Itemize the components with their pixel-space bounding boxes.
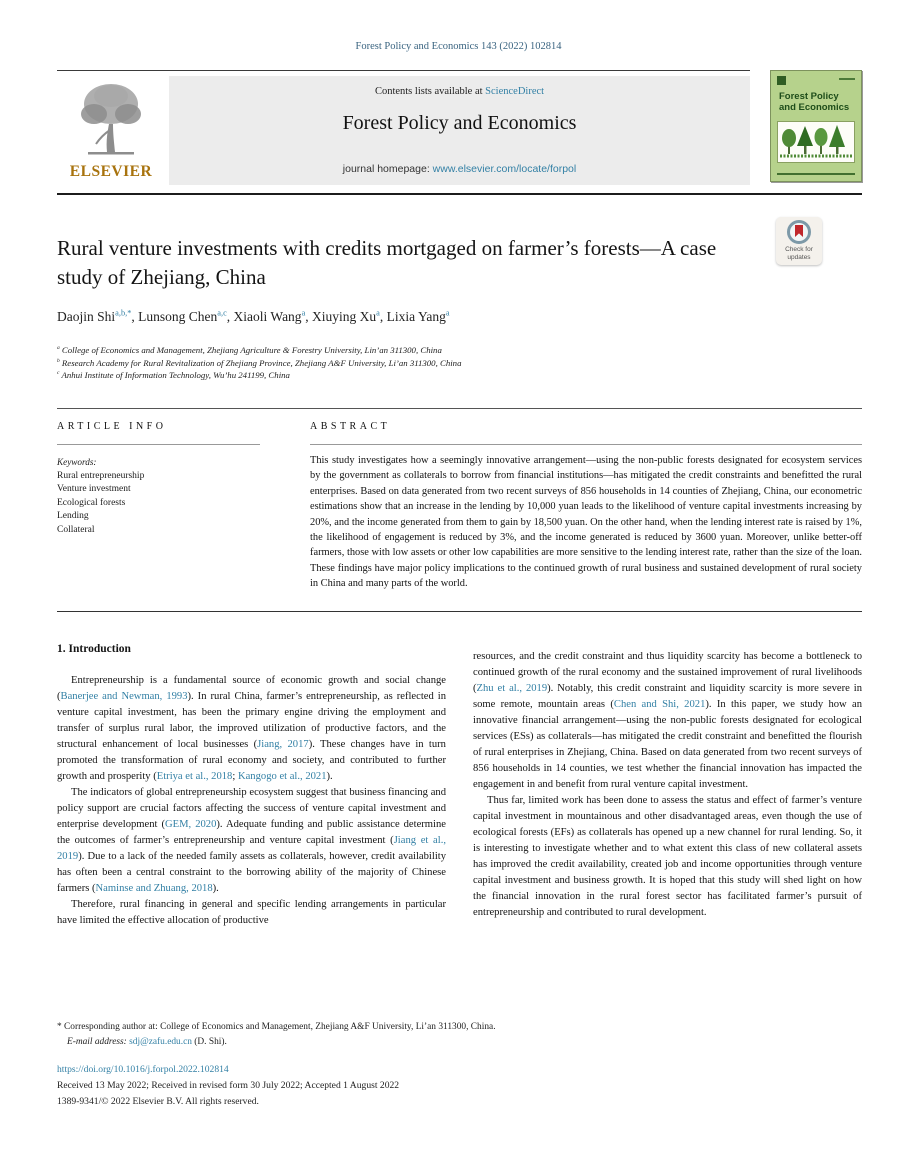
- issn-copyright-line: 1389-9341/© 2022 Elsevier B.V. All rights reserved.: [57, 1096, 259, 1107]
- link[interactable]: Zhu et al., 2019: [476, 683, 548, 694]
- link[interactable]: Naminse and Zhuang, 2018: [95, 883, 213, 894]
- paragraph: [57, 897, 446, 929]
- text-run: Therefore, rural financing in general and specific lending arrangements in particular have limited the effective allocation of productive: [57, 899, 446, 926]
- footnote-block: [57, 1020, 797, 1049]
- cover-top-decoration: [839, 78, 855, 80]
- text-run: College of Economics and Management, Zhejiang Agriculture & Forestry University, Lin’an 311300, China: [59, 345, 442, 355]
- text-run: ).: [212, 883, 219, 894]
- cover-caption-line: [777, 173, 855, 175]
- text-run: ).: [326, 771, 333, 782]
- divider: [57, 70, 750, 71]
- link[interactable]: Banerjee and Newman, 1993: [60, 691, 188, 702]
- paragraph: [473, 793, 862, 921]
- link[interactable]: https://doi.org/10.1016/j.forpol.2022.102814: [57, 1064, 229, 1075]
- keyword-item: Rural entrepreneurship: [57, 470, 145, 481]
- text-run: Research Academy for Rural Revitalization of Zhejiang Province, Zhejiang A&F University, Li’an 311300, China: [59, 357, 462, 368]
- text-run: ). Notably, this credit constraint and liquidity scarcity is more severe in some remote, mountain areas (: [473, 683, 862, 710]
- abstract-heading: ABSTRACT: [310, 421, 391, 432]
- received-dates-line: Received 13 May 2022; Received in revised form 30 July 2022; Accepted 1 August 2022: [57, 1080, 400, 1091]
- text-run: Anhui Institute of Information Technology, Wu’hu 241199, China: [59, 370, 290, 380]
- text-run: , Xiuying Xu: [305, 309, 377, 324]
- text-run: ). Due to a lack of the needed family assets as collaterals, however, credit availability has often been a central constraint to the borrowing ability of the majority of Chinese farmers (: [57, 851, 446, 894]
- journal-title: Forest Policy and Economics: [342, 112, 577, 134]
- text-run: a: [57, 345, 60, 352]
- doi-line: [57, 1062, 797, 1078]
- check-updates-icon: [787, 220, 811, 244]
- text-run: Daojin Shi: [57, 309, 116, 324]
- divider: [310, 444, 862, 445]
- contents-lists-line: [169, 86, 750, 97]
- paragraph: [57, 673, 446, 785]
- paragraph: [57, 785, 446, 897]
- keyword-item: Lending: [57, 511, 89, 521]
- article-info-abstract-block: [57, 408, 862, 612]
- keywords-list: [57, 456, 257, 537]
- cover-emblem-icon: [777, 76, 786, 85]
- text-run: journal homepage:: [342, 163, 433, 175]
- link[interactable]: a,c: [217, 308, 227, 318]
- check-updates-label: Check for updates: [785, 246, 813, 261]
- text-run: Entrepreneurship is a fundamental source of economic growth and social change (: [57, 675, 446, 702]
- text-run: ). In this paper, we study how an innovative financial arrangement—using the non-public forests designated for ecological services (ESs) as collaterals—has mitigated the credit constraint and benefitted the flourish of rural enterprises in Zhejiang, China. Based on data generated from two recent surveys of 856 households in 14 counties, we test whether the financial innovation has impacted the engagement in and benefit from rural venture capital investment.: [473, 699, 862, 790]
- link[interactable]: a,b,*: [115, 308, 132, 318]
- abstract-text: This study investigates how a seemingly innovative arrangement—using the non-public forests designated for ecosystem services by the government as collaterals to borrow from financial institutions—has mitigated the credit constraints and benefitted the rural enterprises. Based on data generated from two recent surveys of 856 households in 14 counties of Zhejiang, China, our econometric estimations show that an increase in the lending by 10,000 yuan leads to the likelihood of venture capital investments increasing by 20%, and the income generated from them to gain by 18,500 yuan. On the other hand, when the lending interest rate is raised by 1%, the likelihood of engagement is reduced by 3%, and the income generated is reduced by 3600 yuan. Moreover, unlike better-off farmers, those with low assets or other low capabilities are more sensitive to the lending interest rate, rather than the size of the loan. These findings have major policy implications to the continued growth of rural business and sustained development of rural society in China and many parts of the world.: [310, 455, 862, 590]
- affiliation-line: [57, 369, 817, 382]
- text-run: Contents lists available at: [374, 86, 486, 97]
- link[interactable]: sdj@zafu.edu.cn: [129, 1036, 192, 1047]
- keywords-label: Keywords:: [57, 457, 97, 467]
- elsevier-tree-icon: [76, 78, 146, 162]
- link[interactable]: Jiang et al., 2019: [57, 835, 446, 862]
- journal-cover-thumbnail[interactable]: [770, 70, 862, 182]
- link[interactable]: ScienceDirect: [485, 86, 545, 97]
- elsevier-logo: [57, 76, 165, 185]
- publication-metadata-block: [57, 1062, 797, 1110]
- text-run: (D. Shi).: [191, 1036, 227, 1047]
- elsevier-wordmark: ELSEVIER: [69, 163, 153, 180]
- link[interactable]: Chen and Shi, 2021: [613, 699, 706, 710]
- keyword-item: Collateral: [57, 524, 95, 535]
- text-run: The indicators of global entrepreneurship ecosystem suggest that business financing and policy support are crucial factors affecting the success of venture capital investment and enterprise development (: [57, 787, 446, 830]
- paragraph: [473, 649, 862, 793]
- body-column-right: [473, 649, 862, 921]
- keyword-item: Venture investment: [57, 484, 131, 494]
- affiliation-line: [57, 344, 817, 357]
- divider: [57, 444, 260, 445]
- link[interactable]: a: [376, 308, 380, 318]
- corresponding-author-note: * Corresponding author at: College of Economics and Management, Zhejiang A&F University, Li’an 311300, China.: [57, 1022, 496, 1032]
- text-run: resources, and the credit constraint and thus liquidity scarcity has become a bottleneck to continued growth of the rural economy and the sustained improvement of rural livelihoods (: [473, 651, 862, 694]
- affiliations: [57, 344, 817, 382]
- link[interactable]: www.elsevier.com/locate/forpol: [432, 163, 577, 175]
- article-title: Rural venture investments with credits mortgaged on farmer’s forests—A case study of Zhejiang, China: [57, 236, 717, 289]
- link[interactable]: a: [301, 308, 306, 318]
- cover-title: Forest Policy and Economics: [779, 91, 850, 113]
- forest-trees-icon: [778, 122, 854, 162]
- link[interactable]: Etriya et al., 2018: [156, 771, 233, 782]
- text-run: Thus far, limited work has been done to assess the status and effect of farmer’s venture capital investment in mountainous and other disadvantaged areas, even though the use of ecological forests (EFs) as collaterals has opened up a new channel for rural lending. So, it is interesting to investigate whether and to what extent this class of new collateral assets has improved the credit availability, created job and income opportunities through venture capital investment and business growth. It is hoped that this study will shed light on how the financial innovation in the rural forest sector has facilitated farmer’s pursuit of entrepreneurship and contributed to rural development.: [473, 795, 862, 918]
- text-run: E-mail address:: [67, 1036, 130, 1047]
- author-list: [57, 309, 817, 325]
- text-run: ). In rural China, farmer’s entrepreneurship, as reflected in venture capital investment, has been the primary engine driving the employment and transfer of surplus rural labor, the improved utilization of productive factors, and the structural enhancement of local businesses (: [57, 691, 446, 750]
- link[interactable]: Kangogo et al., 2021: [237, 771, 327, 782]
- link[interactable]: GEM, 2020: [165, 819, 217, 830]
- text-run: c: [57, 370, 60, 377]
- body-column-left: [57, 641, 446, 929]
- email-address-line: [57, 1035, 797, 1050]
- cover-forest-illustration: [777, 121, 855, 163]
- text-run: ;: [232, 771, 238, 782]
- divider: [57, 193, 862, 195]
- bookmark-ribbon-icon: [795, 225, 803, 237]
- keyword-item: Ecological forests: [57, 497, 126, 508]
- banner-panel: [169, 76, 750, 185]
- link[interactable]: Jiang, 2017: [257, 739, 309, 750]
- journal-homepage-line: [169, 163, 750, 175]
- text-run: b: [57, 357, 60, 364]
- check-for-updates-badge[interactable]: [776, 217, 822, 265]
- text-run: , Lixia Yang: [379, 309, 446, 324]
- text-run: ). These changes have in turn promoted the transformation of rural economy and society, and contributed to further growth and prosperity (: [57, 739, 446, 782]
- journal-banner: [57, 76, 750, 185]
- link[interactable]: a: [445, 308, 450, 318]
- article-info-heading: ARTICLE INFO: [57, 421, 167, 432]
- text-run: , Xiaoli Wang: [226, 309, 302, 324]
- section-heading-introduction: 1. Introduction: [57, 643, 131, 655]
- affiliation-line: [57, 357, 817, 370]
- journal-citation-header: Forest Policy and Economics 143 (2022) 102814: [355, 41, 562, 52]
- text-run: ). Adequate funding and public assistance determine the outcomes of farmer’s entrepreneurship and venture capital investment (: [57, 819, 446, 846]
- text-run: , Lunsong Chen: [131, 309, 218, 324]
